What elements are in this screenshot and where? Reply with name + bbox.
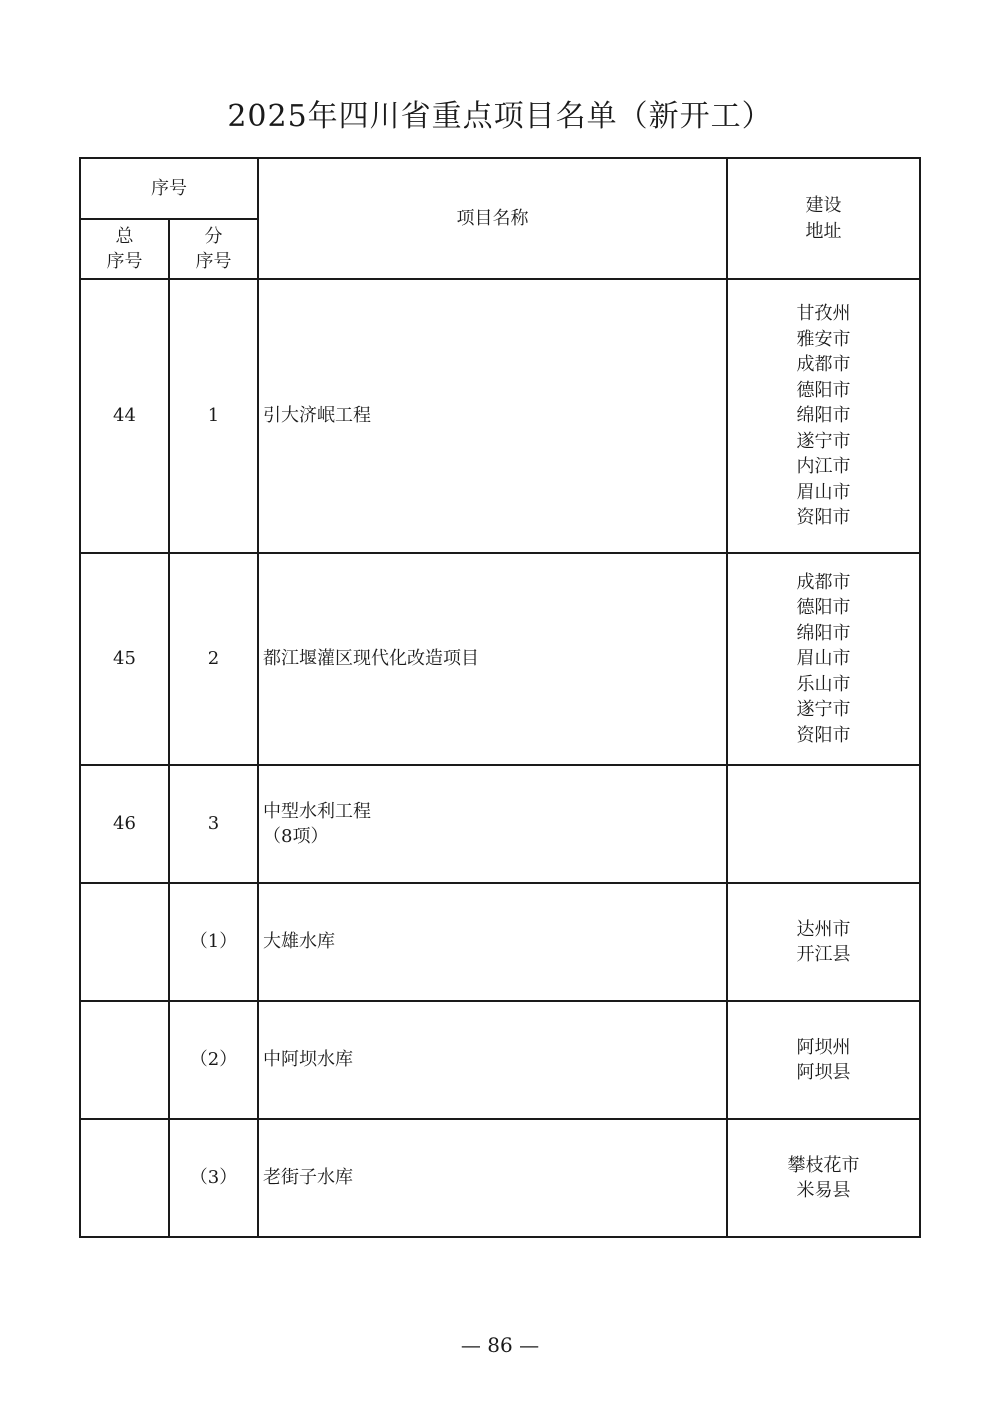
location-item: 达州市 [796,918,851,940]
location-cell [727,1001,920,1119]
location-cell [727,1119,920,1237]
location-item: 米易县 [796,1180,851,1201]
project-table [79,157,921,1238]
project-name-line: 老街子水库 [263,1167,353,1189]
location-item: 攀枝花市 [787,1154,860,1176]
location-item: 成都市 [796,354,851,376]
header-sub-serial [169,219,258,279]
total-serial-cell [80,883,169,1001]
project-name-line: 中型水利工程 [263,800,371,822]
location-item: 内江市 [796,456,851,478]
header-total-serial-line-1: 总 [115,225,134,247]
project-name-line: （8项） [263,826,329,847]
location-item: 雅安市 [796,328,851,350]
location-item: 绵阳市 [796,405,851,427]
project-name-cell [258,883,727,1001]
total-serial-cell [80,1119,169,1237]
location-item: 眉山市 [796,481,851,503]
total-serial-cell: 44 [80,279,169,553]
header-project-name: 项目名称 [258,158,727,279]
table-row [80,883,920,1001]
table-row [80,765,920,883]
header-location-line-1: 建设 [805,195,842,216]
location-cell [727,553,920,765]
page-number: — 86 — [460,1333,540,1357]
project-name-line: 中阿坝水库 [263,1049,353,1071]
sub-serial-cell: 1 [169,279,258,553]
header-sub-serial-line-1: 分 [204,225,223,247]
total-serial-cell: 46 [80,765,169,883]
project-name-line: 引大济岷工程 [263,405,371,427]
table-row [80,553,920,765]
project-name-cell [258,553,727,765]
location-item: 乐山市 [796,673,851,695]
location-item: 成都市 [796,571,851,593]
header-total-serial [80,219,169,279]
location-cell [727,765,920,883]
location-item: 绵阳市 [796,622,851,644]
location-item: 资阳市 [796,507,851,529]
document-title: 2025年四川省重点项目名单（新开工） [227,99,773,134]
total-serial-cell: 45 [80,553,169,765]
project-name-cell [258,765,727,883]
location-item: 遂宁市 [796,699,851,721]
location-item: 甘孜州 [796,303,851,325]
location-item: 遂宁市 [796,430,851,452]
sub-serial-cell: 3 [169,765,258,883]
location-item: 德阳市 [796,379,851,401]
header-total-serial-line-2: 序号 [106,251,143,272]
table-row [80,1119,920,1237]
table-row [80,1001,920,1119]
project-name-line: 大雄水库 [263,931,335,953]
sub-serial-cell: （1） [169,883,258,1001]
location-cell [727,279,920,553]
location-item: 阿坝县 [796,1062,851,1083]
sub-serial-cell: （3） [169,1119,258,1237]
location-item: 眉山市 [796,648,851,670]
header-sub-serial-line-2: 序号 [195,251,232,272]
table-row [80,279,920,553]
location-item: 开江县 [796,944,851,965]
header-location-line-2: 地址 [805,220,842,242]
location-cell [727,883,920,1001]
header-location [727,158,920,279]
header-serial-group: 序号 [80,158,258,219]
location-item: 资阳市 [796,724,851,746]
location-item: 阿坝州 [796,1036,851,1058]
location-item: 德阳市 [796,597,851,619]
project-name-cell [258,279,727,553]
sub-serial-cell: （2） [169,1001,258,1119]
sub-serial-cell: 2 [169,553,258,765]
project-name-cell [258,1001,727,1119]
total-serial-cell [80,1001,169,1119]
project-name-cell [258,1119,727,1237]
header-row-1 [80,158,920,219]
project-name-line: 都江堰灌区现代化改造项目 [263,648,479,670]
